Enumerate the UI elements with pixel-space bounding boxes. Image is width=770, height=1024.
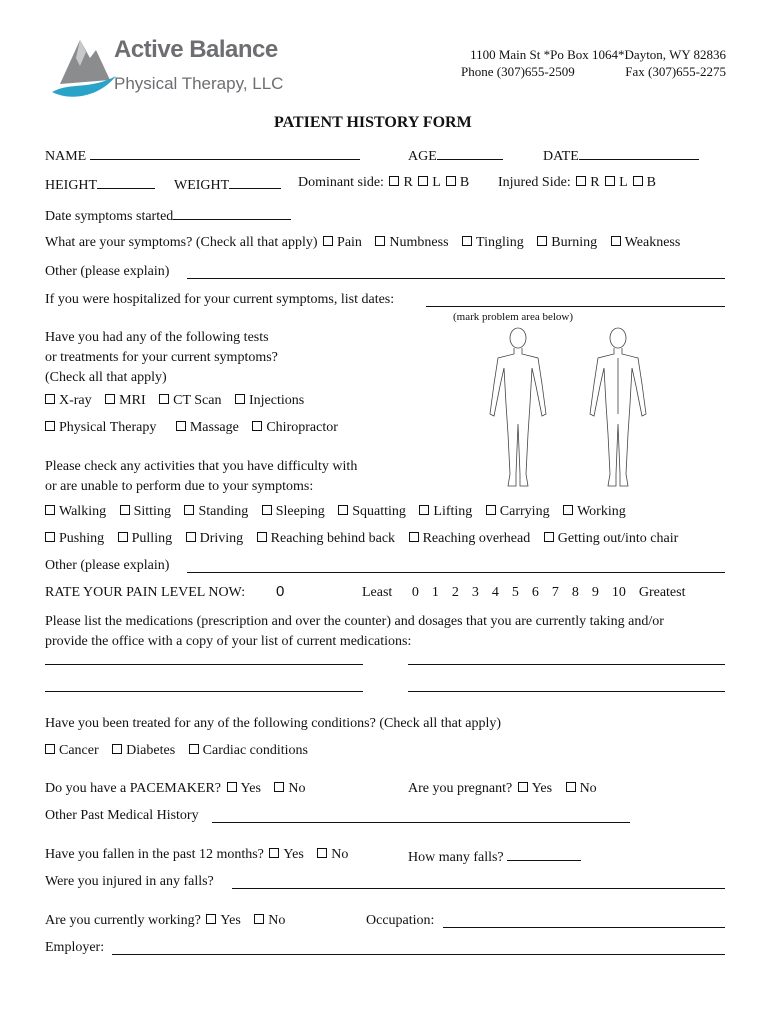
- medication-line-1[interactable]: [45, 664, 363, 665]
- pacemaker-yes-checkbox[interactable]: [227, 782, 237, 792]
- dominant-b-checkbox[interactable]: [446, 176, 456, 186]
- how-many-falls-label: How many falls?: [408, 850, 504, 865]
- working-group: Are you currently working? Yes No: [45, 913, 286, 928]
- injured-falls-label: Were you injured in any falls?: [45, 874, 214, 889]
- activities-question: Please check any activities that you have difficulty with or are unable to perform due to your symptoms:: [45, 459, 358, 494]
- employer-label: Employer:: [45, 940, 105, 955]
- ct-scan-checkbox[interactable]: [159, 394, 169, 404]
- pacemaker-group: Do you have a PACEMAKER? Yes No: [45, 781, 306, 796]
- diabetes-checkbox[interactable]: [112, 744, 122, 754]
- logo-subtitle: Physical Therapy, LLC: [114, 74, 284, 93]
- pregnant-group: Are you pregnant? Yes No: [408, 781, 597, 796]
- conditions-question: Have you been treated for any of the following conditions? (Check all that apply): [45, 716, 502, 731]
- clinic-phone: Phone (307)655-2509: [461, 64, 575, 79]
- hospitalized-label: If you were hospitalized for your current symptoms, list dates:: [45, 292, 395, 307]
- hospitalized-field[interactable]: [426, 306, 725, 307]
- height-label: HEIGHT: [45, 178, 98, 193]
- activities-row2: Pushing Pulling Driving Reaching behind back Reaching overhead Getting out/into chair: [43, 531, 678, 547]
- age-field[interactable]: [437, 146, 503, 160]
- working-yes-checkbox[interactable]: [206, 914, 216, 924]
- employer-field[interactable]: [112, 954, 725, 955]
- body-diagram-note: (mark problem area below): [453, 311, 574, 323]
- driving-checkbox[interactable]: [186, 532, 196, 542]
- sleeping-checkbox[interactable]: [262, 505, 272, 515]
- standing-checkbox[interactable]: [184, 505, 194, 515]
- logo-name: Active Balance: [114, 36, 278, 63]
- getting-out-chair-checkbox[interactable]: [544, 532, 554, 542]
- date-field[interactable]: [579, 146, 699, 160]
- past-history-field[interactable]: [212, 822, 630, 823]
- activities-row1: Walking Sitting Standing Sleeping Squatting Lifting Carrying Working: [43, 504, 626, 520]
- injured-l-checkbox[interactable]: [605, 176, 615, 186]
- past-history-label: Other Past Medical History: [45, 808, 199, 823]
- mri-checkbox[interactable]: [105, 394, 115, 404]
- form-title: PATIENT HISTORY FORM: [274, 114, 472, 131]
- fallen-label: Have you fallen in the past 12 months?: [45, 847, 264, 862]
- symptoms-other-label: Other (please explain): [45, 264, 170, 279]
- activities-other-field[interactable]: [187, 572, 725, 573]
- clinic-fax: Fax (307)655-2275: [625, 64, 726, 79]
- clinic-address: 1100 Main St *Po Box 1064*Dayton, WY 82836: [470, 47, 726, 62]
- massage-checkbox[interactable]: [176, 421, 186, 431]
- symptoms-group: What are your symptoms? (Check all that apply) Pain Numbness Tingling Burning Weakness: [45, 235, 681, 250]
- walking-checkbox[interactable]: [45, 505, 55, 515]
- date-label: DATE: [543, 149, 579, 164]
- date-symptoms-field[interactable]: [173, 206, 291, 220]
- age-label: AGE: [408, 149, 437, 164]
- name-field[interactable]: [90, 146, 360, 160]
- occupation-label: Occupation:: [366, 913, 435, 928]
- sitting-checkbox[interactable]: [120, 505, 130, 515]
- injections-checkbox[interactable]: [235, 394, 245, 404]
- symptoms-other-field[interactable]: [187, 278, 725, 279]
- how-many-falls-field[interactable]: [507, 847, 581, 861]
- fallen-no-checkbox[interactable]: [317, 848, 327, 858]
- pain-value-field[interactable]: 0: [276, 583, 285, 600]
- weight-label: WEIGHT: [174, 178, 230, 193]
- dominant-side-group: Dominant side: R L B: [298, 175, 470, 190]
- conditions-options: Cancer Diabetes Cardiac conditions: [43, 743, 308, 759]
- pacemaker-no-checkbox[interactable]: [274, 782, 284, 792]
- tests-question: Have you had any of the following tests or treatments for your current symptoms? (Check all that apply): [45, 330, 278, 385]
- tests-row2: Physical Therapy Massage Chiropractor: [43, 420, 338, 436]
- cardiac-checkbox[interactable]: [189, 744, 199, 754]
- injured-side-label: Injured Side:: [498, 175, 571, 190]
- pushing-checkbox[interactable]: [45, 532, 55, 542]
- weight-field[interactable]: [229, 175, 281, 189]
- medication-line-3[interactable]: [45, 691, 363, 692]
- medication-line-2[interactable]: [408, 664, 725, 665]
- date-symptoms-label: Date symptoms started: [45, 209, 174, 224]
- pain-label: RATE YOUR PAIN LEVEL NOW:: [45, 585, 246, 600]
- body-diagram-icon[interactable]: [478, 324, 668, 494]
- pulling-checkbox[interactable]: [118, 532, 128, 542]
- injured-side-group: Injured Side: R L B: [498, 175, 656, 190]
- reaching-behind-checkbox[interactable]: [257, 532, 267, 542]
- name-label: NAME: [45, 149, 87, 164]
- mountain-logo-icon: [50, 32, 120, 102]
- xray-checkbox[interactable]: [45, 394, 55, 404]
- carrying-checkbox[interactable]: [486, 505, 496, 515]
- injured-falls-field[interactable]: [232, 888, 725, 889]
- pregnant-yes-checkbox[interactable]: [518, 782, 528, 792]
- tests-row1: X-ray MRI CT Scan Injections: [43, 393, 304, 409]
- fallen-group: Have you fallen in the past 12 months? Yes No: [45, 847, 349, 862]
- weakness-checkbox[interactable]: [611, 236, 621, 246]
- cancer-checkbox[interactable]: [45, 744, 55, 754]
- burning-checkbox[interactable]: [537, 236, 547, 246]
- dominant-l-checkbox[interactable]: [418, 176, 428, 186]
- occupation-field[interactable]: [443, 927, 725, 928]
- physical-therapy-checkbox[interactable]: [45, 421, 55, 431]
- pregnant-label: Are you pregnant?: [408, 781, 513, 796]
- pain-checkbox[interactable]: [323, 236, 333, 246]
- numbness-checkbox[interactable]: [375, 236, 385, 246]
- chiropractor-checkbox[interactable]: [252, 421, 262, 431]
- squatting-checkbox[interactable]: [338, 505, 348, 515]
- pregnant-no-checkbox[interactable]: [566, 782, 576, 792]
- medication-line-4[interactable]: [408, 691, 725, 692]
- reaching-overhead-checkbox[interactable]: [409, 532, 419, 542]
- medications-text: Please list the medications (prescription and over the counter) and dosages that you are currently taking and/or provide the office with a copy of your list of current medications:: [45, 614, 664, 649]
- lifting-checkbox[interactable]: [419, 505, 429, 515]
- dominant-side-label: Dominant side:: [298, 175, 384, 190]
- fallen-yes-checkbox[interactable]: [269, 848, 279, 858]
- pain-scale: Least 0 1 2 3 4 5 6 7 8 9 10 Greatest: [362, 585, 686, 600]
- symptoms-question: What are your symptoms? (Check all that apply): [45, 235, 318, 250]
- pacemaker-label: Do you have a PACEMAKER?: [45, 781, 222, 796]
- working-label: Are you currently working?: [45, 913, 201, 928]
- dominant-r-checkbox[interactable]: [389, 176, 399, 186]
- working-no-checkbox[interactable]: [254, 914, 264, 924]
- activities-other-label: Other (please explain): [45, 558, 170, 573]
- working-checkbox[interactable]: [563, 505, 573, 515]
- height-field[interactable]: [97, 175, 155, 189]
- tingling-checkbox[interactable]: [462, 236, 472, 246]
- injured-b-checkbox[interactable]: [633, 176, 643, 186]
- injured-r-checkbox[interactable]: [576, 176, 586, 186]
